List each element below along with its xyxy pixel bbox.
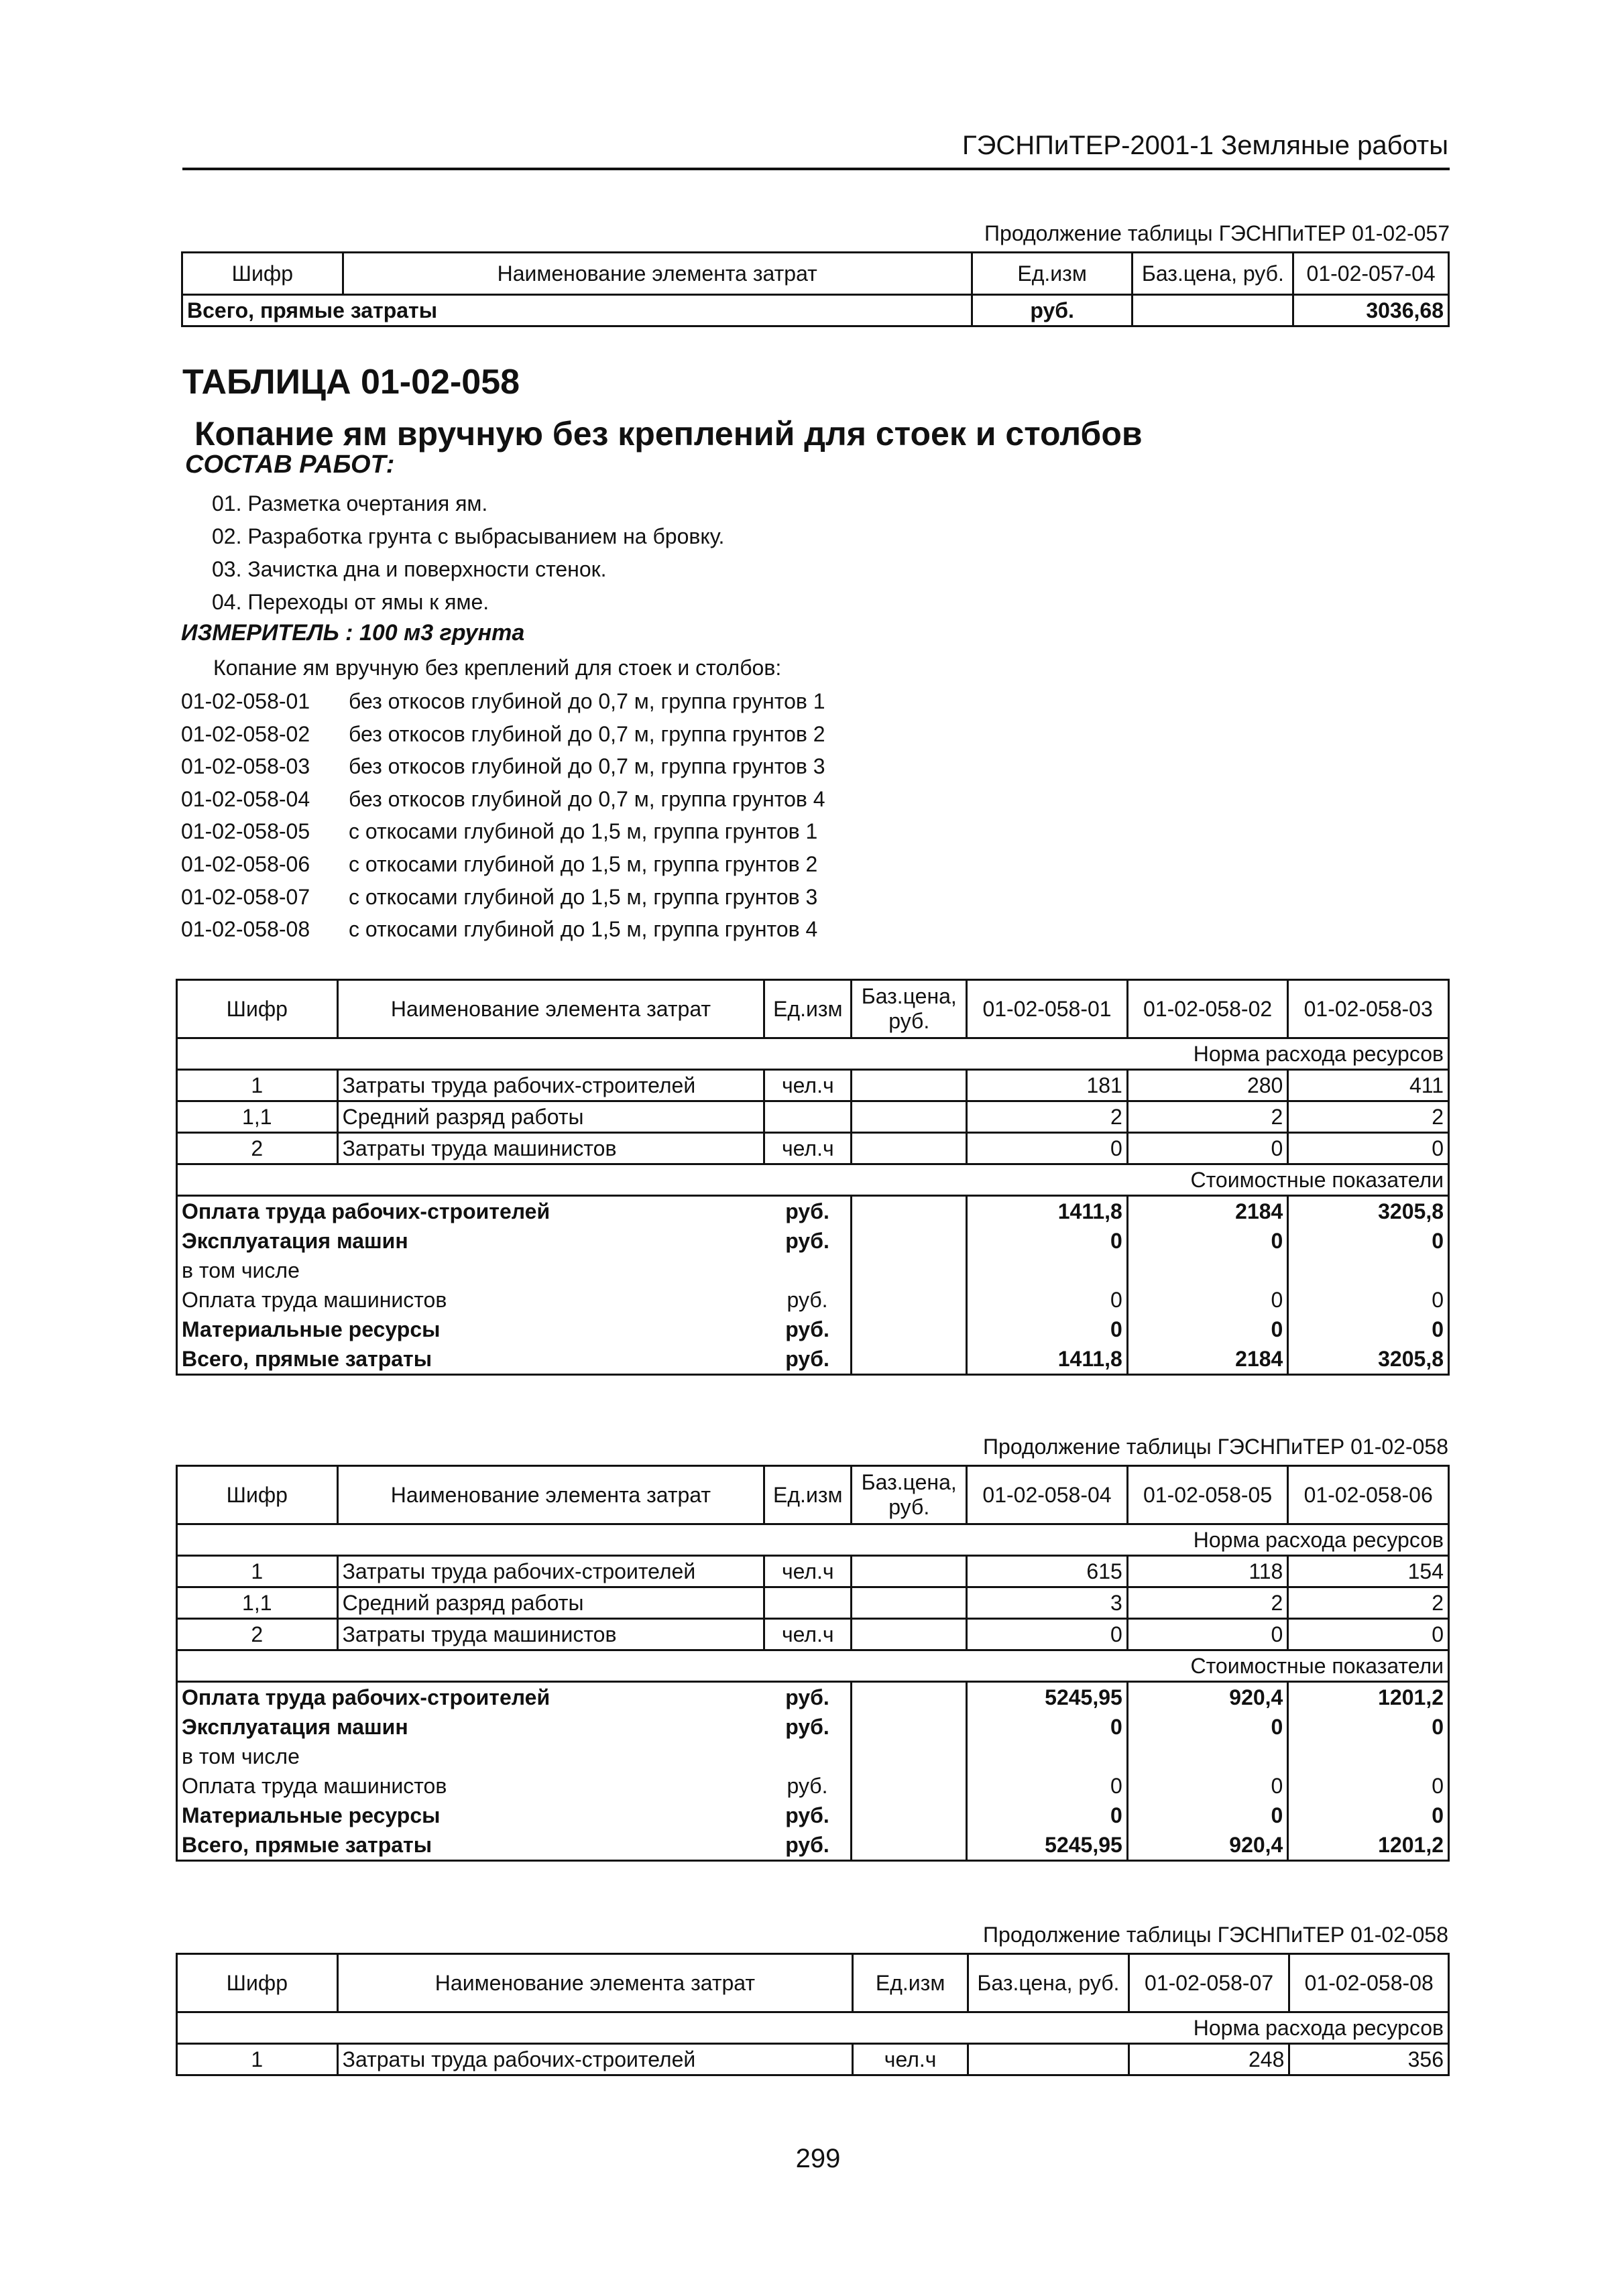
cell-value: 0 [967, 1226, 1128, 1256]
code: 01-02-058-03 [181, 754, 310, 779]
row-price [852, 1133, 967, 1164]
col-code-057-04: 01-02-057-04 [1293, 253, 1449, 295]
cost-unit: руб. [764, 1801, 852, 1830]
cell-value: 1411,8 [967, 1196, 1128, 1227]
resource-table-3 [176, 1953, 1450, 2076]
cell-value: 0 [1127, 1712, 1288, 1742]
col-code: Шифр [177, 980, 338, 1038]
cost-unit [764, 1256, 852, 1285]
page-number: 299 [795, 2144, 841, 2173]
cost-price [852, 1226, 967, 1256]
col-rate-code: 01-02-058-08 [1289, 1954, 1449, 2012]
code: 01-02-058-01 [181, 689, 310, 713]
col-code: Шифр [177, 1954, 338, 2012]
cell-value: 280 [1127, 1070, 1288, 1101]
row-name: Затраты труда машинистов [337, 1619, 764, 1650]
cost-label: Эксплуатация машин [177, 1712, 764, 1742]
col-unit: Ед.изм [972, 253, 1133, 295]
code-desc: без откосов глубиной до 0,7 м, группа грунтов 4 [349, 786, 825, 811]
row-code: 1,1 [177, 1101, 338, 1133]
cell-value: 154 [1288, 1556, 1449, 1587]
code-list-item [181, 913, 825, 946]
cell-value: 0 [1288, 1285, 1449, 1315]
cost-price [852, 1315, 967, 1344]
total-value: 3036,68 [1293, 295, 1449, 326]
table2-caption: Продолжение таблицы ГЭСНПиТЕР 01-02-058 [983, 1435, 1448, 1459]
row-unit: чел.ч [764, 1070, 852, 1101]
cell-value: 0 [1127, 1801, 1288, 1830]
cell-value: 2 [1127, 1101, 1288, 1133]
cost-label: Материальные ресурсы [177, 1315, 764, 1344]
cost-unit: руб. [764, 1315, 852, 1344]
cost-label: Оплата труда рабочих-строителей [177, 1196, 764, 1227]
cost-label: Оплата труда машинистов [177, 1285, 764, 1315]
cost-price [852, 1801, 967, 1830]
row-name: Средний разряд работы [337, 1101, 764, 1133]
cell-value [967, 1742, 1128, 1771]
row-unit: чел.ч [853, 2044, 968, 2075]
cell-value: 5245,95 [967, 1682, 1128, 1713]
cell-value: 2 [967, 1101, 1128, 1133]
row-price [852, 1587, 967, 1619]
cell-value: 248 [1128, 2044, 1289, 2075]
code-list-item [181, 750, 825, 783]
section-norma: Норма расхода ресурсов [177, 1038, 1449, 1070]
cell-value: 181 [967, 1070, 1128, 1101]
col-price: Баз.цена, руб. [852, 1466, 967, 1524]
cell-value: 1201,2 [1288, 1682, 1449, 1713]
code-desc: с откосами глубиной до 1,5 м, группа грунтов 3 [349, 884, 818, 909]
cost-unit: руб. [764, 1226, 852, 1256]
row-unit: чел.ч [764, 1619, 852, 1650]
code-list-item [181, 685, 825, 718]
section-stoim: Стоимостные показатели [177, 1164, 1449, 1196]
row-code: 2 [177, 1133, 338, 1164]
cell-value: 0 [1288, 1315, 1449, 1344]
col-name: Наименование элемента затрат [343, 253, 972, 295]
col-unit: Ед.изм [853, 1954, 968, 2012]
cell-value: 411 [1288, 1070, 1449, 1101]
cell-value: 3205,8 [1288, 1196, 1449, 1227]
cell-value [1127, 1742, 1288, 1771]
row-unit [764, 1587, 852, 1619]
col-rate-code: 01-02-058-02 [1127, 980, 1288, 1038]
row-unit: чел.ч [764, 1556, 852, 1587]
cell-value: 0 [967, 1285, 1128, 1315]
col-name: Наименование элемента затрат [337, 1466, 764, 1524]
row-price [852, 1070, 967, 1101]
cell-value: 920,4 [1127, 1830, 1288, 1861]
resource-table-1 [176, 979, 1450, 1376]
work-item: 02. Разработка грунта с выбрасыванием на бровку. [212, 524, 725, 548]
cell-value [1127, 1256, 1288, 1285]
work-item: 01. Разметка очертания ям. [212, 491, 488, 516]
cell-value [967, 1256, 1128, 1285]
total-label: Всего, прямые затраты [182, 295, 972, 326]
cell-value: 0 [1288, 1226, 1449, 1256]
col-rate-code: 01-02-058-04 [967, 1466, 1128, 1524]
cell-value: 3205,8 [1288, 1344, 1449, 1375]
total-unit: руб. [972, 295, 1133, 326]
section-stoim: Стоимостные показатели [177, 1650, 1449, 1682]
row-price [852, 1619, 967, 1650]
cell-value: 0 [967, 1771, 1128, 1801]
izmeritel: ИЗМЕРИТЕЛЬ : 100 м3 грунта [181, 620, 525, 646]
cell-value: 0 [967, 1712, 1128, 1742]
cell-value [1288, 1742, 1449, 1771]
col-rate-code: 01-02-058-01 [967, 980, 1128, 1038]
row-price [852, 1101, 967, 1133]
running-header: ГЭСНПиТЕР-2001-1 Земляные работы [962, 131, 1448, 160]
row-unit: чел.ч [764, 1133, 852, 1164]
col-unit: Ед.изм [764, 1466, 852, 1524]
cell-value: 615 [967, 1556, 1128, 1587]
cell-value: 5245,95 [967, 1830, 1128, 1861]
row-code: 1,1 [177, 1587, 338, 1619]
col-code: Шифр [177, 1466, 338, 1524]
cell-value: 2 [1288, 1101, 1449, 1133]
cell-value: 0 [967, 1133, 1128, 1164]
cell-value: 0 [1288, 1619, 1449, 1650]
cost-unit [764, 1742, 852, 1771]
cost-price [852, 1285, 967, 1315]
cost-label: в том числе [177, 1742, 764, 1771]
cost-unit: руб. [764, 1196, 852, 1227]
table-subtitle: Копание ям вручную без креплений для стоек и столбов [194, 415, 1143, 452]
code: 01-02-058-06 [181, 851, 310, 876]
code: 01-02-058-05 [181, 819, 310, 844]
col-rate-code: 01-02-058-06 [1288, 1466, 1449, 1524]
table3-caption: Продолжение таблицы ГЭСНПиТЕР 01-02-058 [983, 1923, 1448, 1947]
row-price [968, 2044, 1129, 2075]
cost-label: Эксплуатация машин [177, 1226, 764, 1256]
cell-value: 2184 [1127, 1344, 1288, 1375]
resource-table-2 [176, 1465, 1450, 1862]
col-rate-code: 01-02-058-07 [1128, 1954, 1289, 2012]
top-table [181, 251, 1450, 327]
cell-value: 0 [1127, 1285, 1288, 1315]
cell-value: 0 [1288, 1771, 1449, 1801]
col-name: Наименование элемента затрат [337, 1954, 853, 2012]
col-rate-code: 01-02-058-05 [1127, 1466, 1288, 1524]
cell-value: 3 [967, 1587, 1128, 1619]
cost-price [852, 1742, 967, 1771]
cost-label: Оплата труда рабочих-строителей [177, 1682, 764, 1713]
section-norma: Норма расхода ресурсов [177, 1524, 1449, 1556]
code: 01-02-058-02 [181, 721, 310, 746]
table-title: ТАБЛИЦА 01-02-058 [182, 363, 520, 402]
cost-unit: руб. [764, 1344, 852, 1375]
cost-price [852, 1196, 967, 1227]
code-desc: с откосами глубиной до 1,5 м, группа грунтов 4 [349, 917, 818, 942]
row-code: 1 [177, 2044, 338, 2075]
cell-value: 2 [1288, 1587, 1449, 1619]
cost-unit: руб. [764, 1285, 852, 1315]
top-table-caption: Продолжение таблицы ГЭСНПиТЕР 01-02-057 [984, 221, 1450, 245]
total-price [1133, 295, 1293, 326]
row-name: Затраты труда рабочих-строителей [337, 1556, 764, 1587]
cell-value: 0 [1288, 1801, 1449, 1830]
cell-value: 1201,2 [1288, 1830, 1449, 1861]
cell-value: 0 [1127, 1771, 1288, 1801]
cell-value: 356 [1289, 2044, 1449, 2075]
cost-price [852, 1682, 967, 1713]
header-rule [182, 168, 1450, 170]
col-name: Наименование элемента затрат [337, 980, 764, 1038]
row-code: 1 [177, 1070, 338, 1101]
cell-value: 0 [1127, 1619, 1288, 1650]
cost-price [852, 1256, 967, 1285]
code-list-item [181, 783, 825, 816]
code-list-item [181, 718, 825, 751]
code-desc: без откосов глубиной до 0,7 м, группа грунтов 1 [349, 689, 825, 713]
cost-price [852, 1344, 967, 1375]
cost-label: Оплата труда машинистов [177, 1771, 764, 1801]
row-name: Затраты труда машинистов [337, 1133, 764, 1164]
cost-unit: руб. [764, 1682, 852, 1713]
work-item: 03. Зачистка дна и поверхности стенок. [212, 557, 607, 581]
codes-intro: Копание ям вручную без креплений для стоек и столбов: [213, 656, 782, 680]
cost-label: в том числе [177, 1256, 764, 1285]
cell-value: 0 [1127, 1315, 1288, 1344]
code-desc: без откосов глубиной до 0,7 м, группа грунтов 3 [349, 754, 825, 779]
code: 01-02-058-07 [181, 884, 310, 909]
work-item: 04. Переходы от ямы к яме. [212, 590, 489, 614]
col-unit: Ед.изм [764, 980, 852, 1038]
code-desc: без откосов глубиной до 0,7 м, группа грунтов 2 [349, 721, 825, 746]
cell-value: 0 [967, 1801, 1128, 1830]
code-desc: с откосами глубиной до 1,5 м, группа грунтов 2 [349, 851, 818, 876]
row-code: 2 [177, 1619, 338, 1650]
col-code: Шифр [182, 253, 343, 295]
cost-label: Материальные ресурсы [177, 1801, 764, 1830]
cell-value: 920,4 [1127, 1682, 1288, 1713]
cost-price [852, 1712, 967, 1742]
cell-value: 0 [967, 1619, 1128, 1650]
col-rate-code: 01-02-058-03 [1288, 980, 1449, 1038]
cell-value: 118 [1127, 1556, 1288, 1587]
cell-value: 0 [1127, 1226, 1288, 1256]
row-unit [764, 1101, 852, 1133]
code-desc: с откосами глубиной до 1,5 м, группа грунтов 1 [349, 819, 818, 844]
code-list [181, 685, 825, 946]
col-price: Баз.цена, руб. [968, 1954, 1129, 2012]
cost-label: Всего, прямые затраты [177, 1344, 764, 1375]
code-list-item [181, 815, 825, 848]
row-code: 1 [177, 1556, 338, 1587]
cost-label: Всего, прямые затраты [177, 1830, 764, 1861]
row-name: Затраты труда рабочих-строителей [337, 1070, 764, 1101]
row-price [852, 1556, 967, 1587]
section-norma: Норма расхода ресурсов [177, 2012, 1449, 2044]
cell-value: 0 [967, 1315, 1128, 1344]
cell-value: 2 [1127, 1587, 1288, 1619]
code: 01-02-058-04 [181, 786, 310, 811]
col-price: Баз.цена, руб. [1133, 253, 1293, 295]
code: 01-02-058-08 [181, 917, 310, 942]
cell-value: 0 [1288, 1133, 1449, 1164]
cost-unit: руб. [764, 1830, 852, 1861]
code-list-item [181, 848, 825, 881]
cell-value: 2184 [1127, 1196, 1288, 1227]
cost-price [852, 1830, 967, 1861]
col-price: Баз.цена, руб. [852, 980, 967, 1038]
sostav-label: СОСТАВ РАБОТ: [185, 450, 395, 479]
cell-value: 1411,8 [967, 1344, 1128, 1375]
row-name: Затраты труда рабочих-строителей [337, 2044, 853, 2075]
code-list-item [181, 881, 825, 914]
cost-price [852, 1771, 967, 1801]
cost-unit: руб. [764, 1712, 852, 1742]
row-name: Средний разряд работы [337, 1587, 764, 1619]
cell-value: 0 [1127, 1133, 1288, 1164]
cell-value: 0 [1288, 1712, 1449, 1742]
cost-unit: руб. [764, 1771, 852, 1801]
cell-value [1288, 1256, 1449, 1285]
